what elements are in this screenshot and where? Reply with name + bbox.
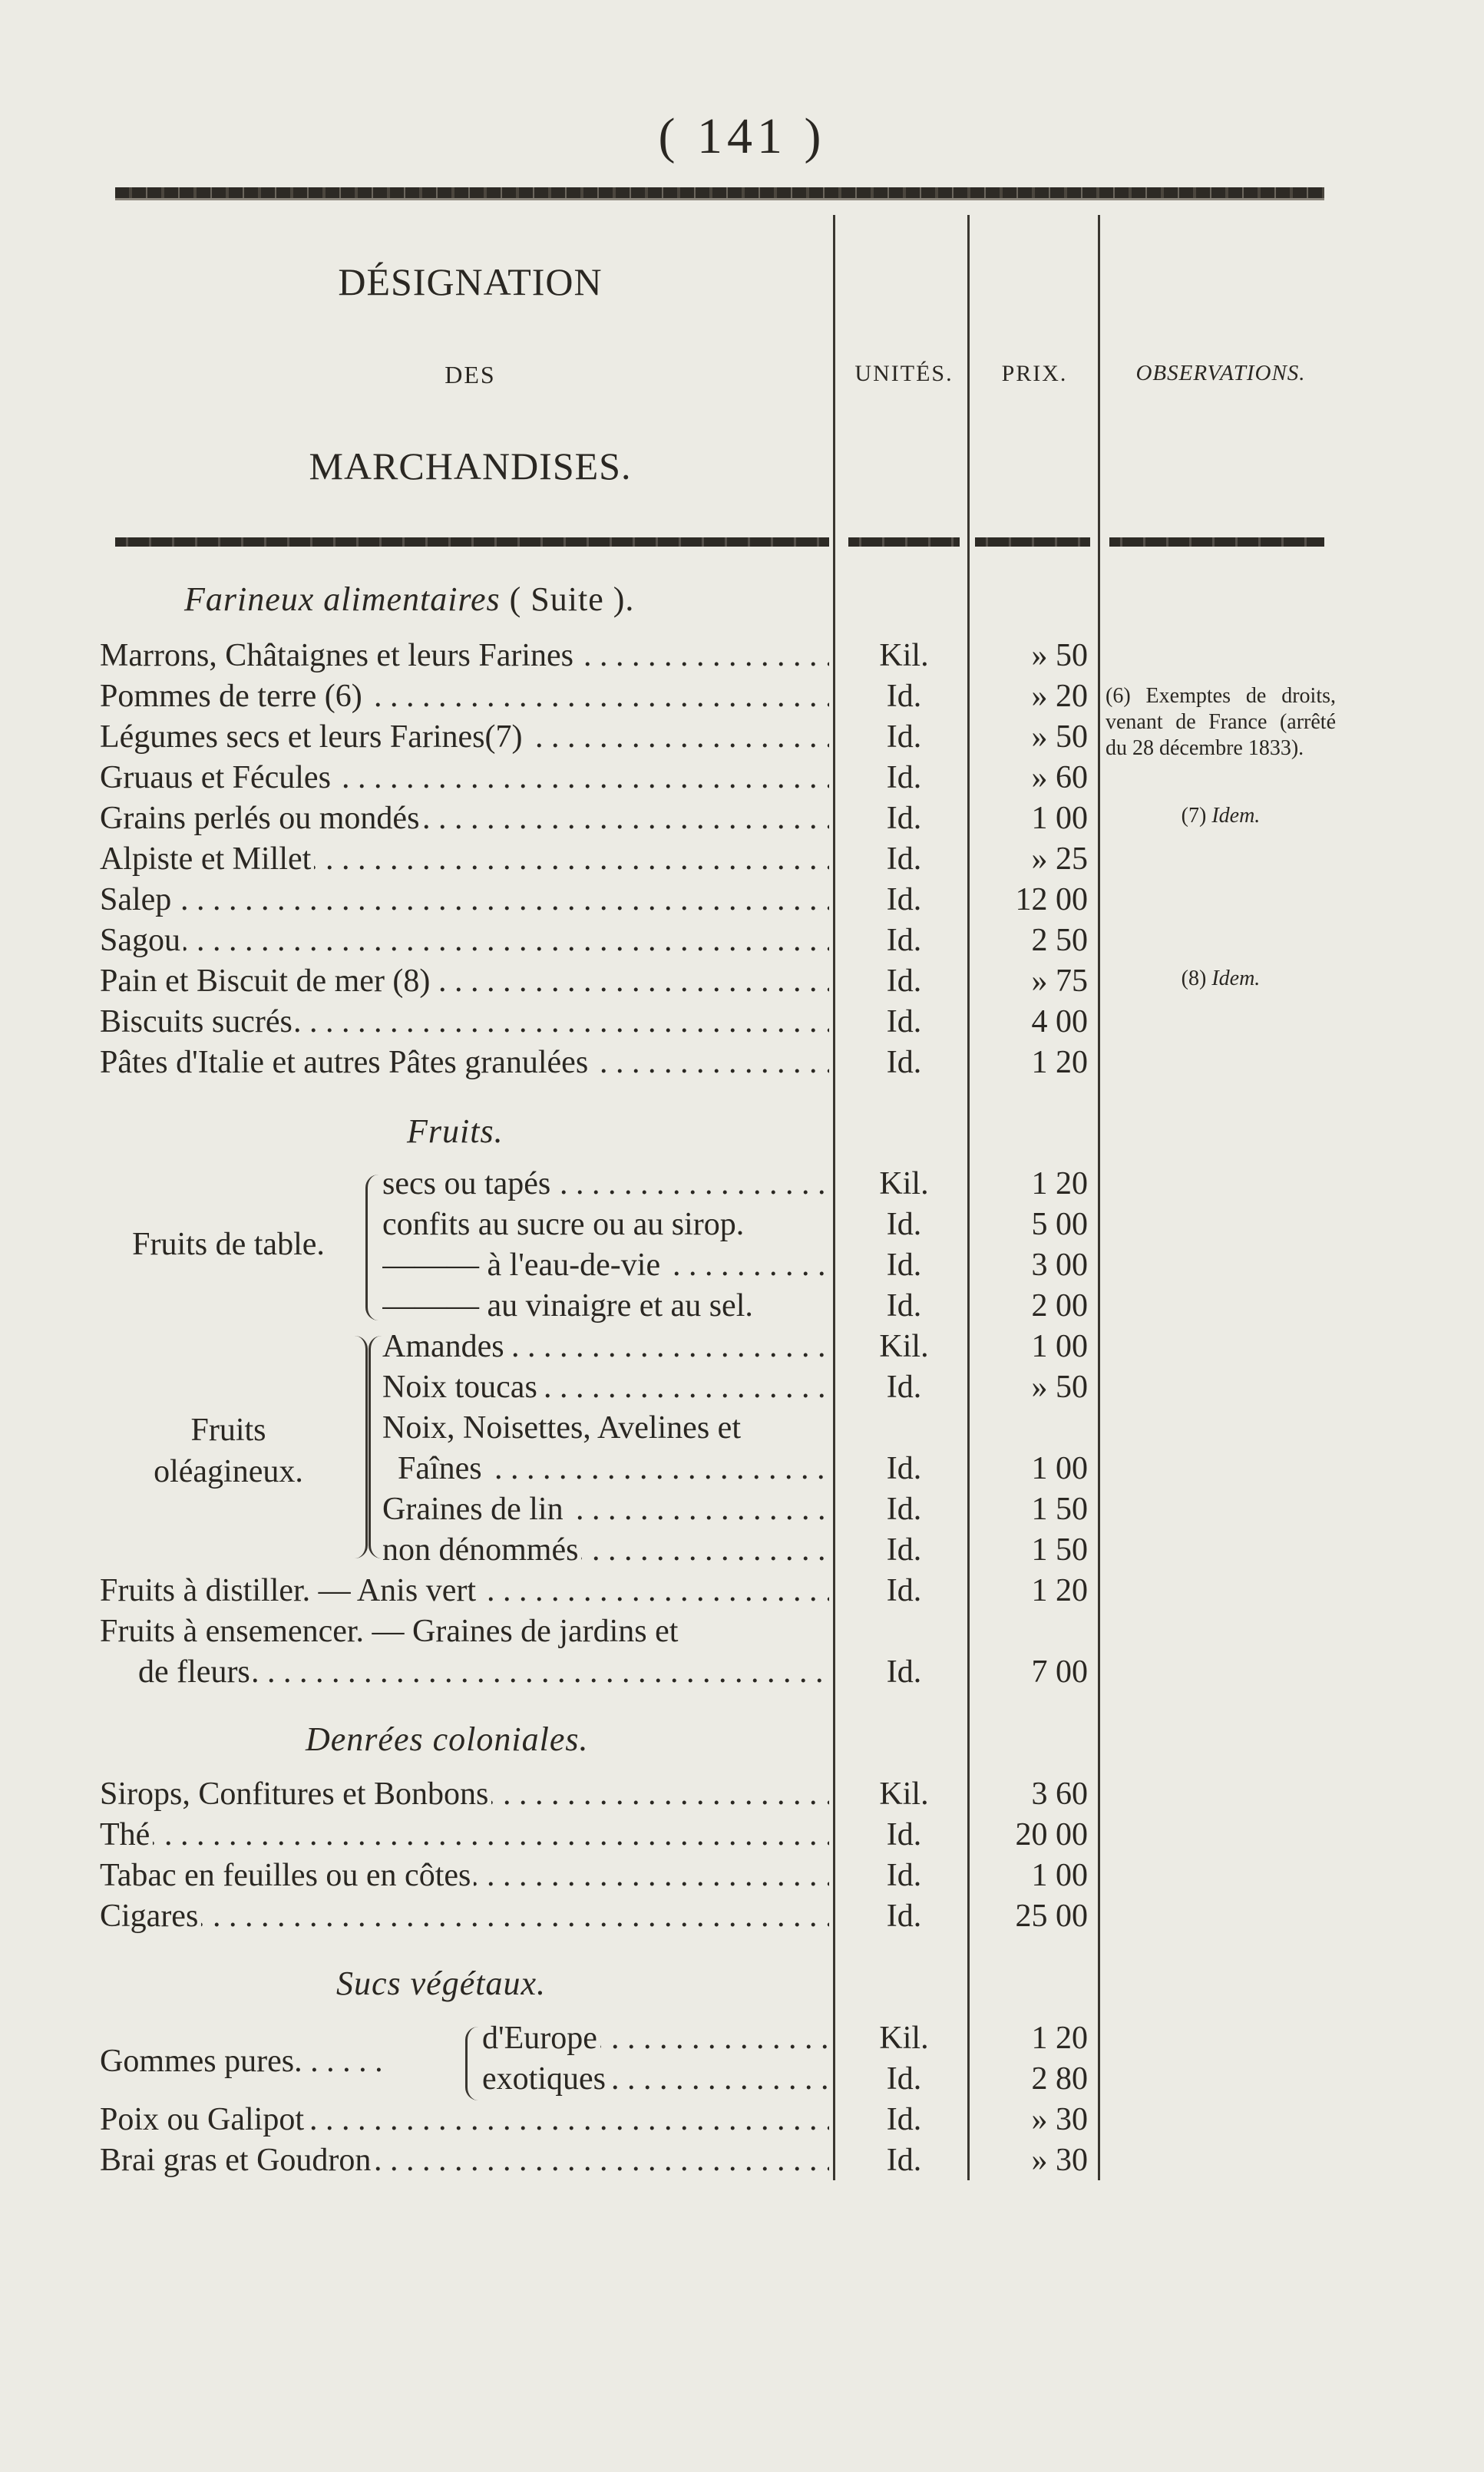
- price-cell: » 75: [1031, 963, 1088, 999]
- header-unites: UNITÉS.: [854, 361, 954, 386]
- unit-cell: Id.: [886, 1248, 922, 1283]
- table-row: Pâtes d'Italie et autres Pâtes granulées . . .: [100, 1044, 829, 1081]
- table-row: Brai gras et Goudron . . .: [100, 2142, 829, 2179]
- unit-cell: Id.: [886, 1492, 922, 1527]
- price-cell: 4 00: [1031, 1004, 1088, 1039]
- table-row: Tabac en feuilles ou en côtes . . .: [100, 1857, 829, 1894]
- column-divider-observations: [1098, 215, 1100, 2180]
- price-cell: » 25: [1031, 841, 1088, 877]
- unit-cell: Id.: [886, 1654, 922, 1690]
- brace-fruits-de-table: [365, 1175, 378, 1320]
- price-cell: 1 50: [1031, 1492, 1088, 1527]
- price-cell: 25 00: [1015, 1899, 1088, 1934]
- unit-cell: Kil.: [879, 1776, 929, 1812]
- price-cell: » 50: [1031, 638, 1088, 673]
- price-cell: 1 20: [1031, 2021, 1088, 2056]
- price-cell: » 20: [1031, 679, 1088, 714]
- table-row: Fruits à distiller. — Anis vert . . .: [100, 1572, 829, 1609]
- table-row: Biscuits sucrés . . .: [100, 1003, 829, 1040]
- section-farineux-title: Farineux alimentaires ( Suite ).: [184, 580, 635, 618]
- table-row: Gruaus et Fécules . . .: [100, 759, 829, 796]
- group-fruits-de-table: Fruits de table.: [132, 1227, 325, 1262]
- table-row: Graines de lin . . .: [382, 1491, 829, 1528]
- price-cell: 1 00: [1031, 1329, 1088, 1364]
- table-row: Faînes . . .: [398, 1450, 829, 1487]
- price-cell: » 30: [1031, 2102, 1088, 2137]
- table-row: Noix, Noisettes, Avelines et: [382, 1410, 829, 1446]
- table-row: Pain et Biscuit de mer (8) . . .: [100, 963, 829, 1000]
- header-designation: DÉSIGNATION: [338, 260, 603, 303]
- table-row: Sirops, Confitures et Bonbons . . .: [100, 1776, 829, 1813]
- price-cell: 7 00: [1031, 1654, 1088, 1690]
- section-denrees-title: Denrées coloniales.: [306, 1720, 589, 1758]
- table-row: non dénommés . . .: [382, 1532, 829, 1568]
- unit-cell: Id.: [886, 1532, 922, 1568]
- table-row: Salep . . .: [100, 881, 829, 918]
- price-cell: » 50: [1031, 1370, 1088, 1405]
- unit-cell: Id.: [886, 1451, 922, 1486]
- table-row: exotiques . . .: [482, 2061, 829, 2097]
- header-rule-designation: [115, 537, 829, 547]
- unit-cell: Id.: [886, 963, 922, 999]
- unit-cell: Id.: [886, 1045, 922, 1080]
- table-row: Pommes de terre (6) . . .: [100, 678, 829, 715]
- unit-cell: Id.: [886, 2143, 922, 2178]
- table-row: de fleurs . . .: [138, 1654, 829, 1690]
- group-gommes-pures: Gommes pures. . . . . .: [100, 2044, 383, 2079]
- price-cell: » 50: [1031, 719, 1088, 755]
- price-cell: 1 20: [1031, 1166, 1088, 1201]
- header-des: DES: [445, 361, 496, 388]
- table-row: Sagou . . .: [100, 922, 829, 959]
- unit-cell: Id.: [886, 1858, 922, 1893]
- brace-fruits-oleagineux-left: [355, 1336, 368, 1558]
- unit-cell: Kil.: [879, 1329, 929, 1364]
- observation-note-7: (7) Idem.: [1181, 804, 1261, 828]
- table-row: ——— à l'eau-de-vie . . .: [382, 1247, 829, 1284]
- price-cell: 20 00: [1015, 1817, 1088, 1852]
- unit-cell: Id.: [886, 679, 922, 714]
- top-rule: [115, 187, 1324, 200]
- price-cell: 1 00: [1031, 1858, 1088, 1893]
- section-fruits-title: Fruits.: [407, 1112, 504, 1150]
- unit-cell: Id.: [886, 1207, 922, 1242]
- column-divider-price: [967, 215, 970, 2180]
- brace-fruits-oleagineux: [369, 1336, 382, 1558]
- unit-cell: Id.: [886, 1573, 922, 1608]
- price-cell: » 30: [1031, 2143, 1088, 2178]
- header-observations: OBSERVATIONS.: [1135, 361, 1306, 385]
- price-cell: 1 50: [1031, 1532, 1088, 1568]
- unit-cell: Id.: [886, 1288, 922, 1324]
- header-rule-price: [975, 537, 1090, 547]
- table-row: Noix toucas . . .: [382, 1369, 829, 1406]
- table-row: d'Europe . . .: [482, 2020, 829, 2057]
- unit-cell: Id.: [886, 2102, 922, 2137]
- unit-cell: Id.: [886, 760, 922, 795]
- unit-cell: Id.: [886, 1370, 922, 1405]
- header-rule-observations: [1109, 537, 1324, 547]
- price-cell: 12 00: [1015, 882, 1088, 917]
- table-row: Amandes . . .: [382, 1328, 829, 1365]
- price-cell: 1 00: [1031, 801, 1088, 836]
- price-cell: 2 00: [1031, 1288, 1088, 1324]
- table-row: ——— au vinaigre et au sel.: [382, 1287, 829, 1324]
- unit-cell: Id.: [886, 719, 922, 755]
- section-sucs-title: Sucs végétaux.: [336, 1965, 546, 2002]
- brace-gommes-pures: [465, 2027, 478, 2100]
- observation-note-8: (8) Idem.: [1181, 967, 1261, 990]
- table-row: secs ou tapés . . .: [382, 1165, 829, 1202]
- price-cell: 1 20: [1031, 1573, 1088, 1608]
- price-cell: 1 00: [1031, 1451, 1088, 1486]
- unit-cell: Id.: [886, 923, 922, 958]
- page-number: ( 141 ): [658, 108, 826, 164]
- table-row: Thé . . .: [100, 1816, 829, 1853]
- table-row: confits au sucre ou au sirop.: [382, 1206, 829, 1243]
- observation-note-6: (6) Exemptes de droits, venant de France (arrêté du 28 décembre 1833).: [1106, 684, 1336, 760]
- unit-cell: Id.: [886, 801, 922, 836]
- table-row: Grains perlés ou mondés . . .: [100, 800, 829, 837]
- header-marchandises: MARCHANDISES.: [309, 444, 632, 487]
- table-row: Cigares . . .: [100, 1898, 829, 1935]
- unit-cell: Id.: [886, 1817, 922, 1852]
- price-cell: 3 00: [1031, 1248, 1088, 1283]
- column-divider-units: [833, 215, 835, 2180]
- price-cell: 2 80: [1031, 2061, 1088, 2097]
- price-cell: 3 60: [1031, 1776, 1088, 1812]
- unit-cell: Id.: [886, 841, 922, 877]
- table-row: Poix ou Galipot . . .: [100, 2101, 829, 2138]
- price-cell: 5 00: [1031, 1207, 1088, 1242]
- table-row: Alpiste et Millet . . .: [100, 841, 829, 877]
- price-cell: » 60: [1031, 760, 1088, 795]
- group-fruits-oleagineux: Fruits oléagineux.: [154, 1413, 303, 1489]
- unit-cell: Kil.: [879, 1166, 929, 1201]
- table-row: Marrons, Châtaignes et leurs Farines . . .: [100, 637, 829, 674]
- unit-cell: Id.: [886, 1004, 922, 1039]
- unit-cell: Id.: [886, 1899, 922, 1934]
- table-row: Fruits à ensemencer. — Graines de jardins et: [100, 1613, 829, 1650]
- header-rule-units: [848, 537, 960, 547]
- unit-cell: Kil.: [879, 638, 929, 673]
- price-cell: 2 50: [1031, 923, 1088, 958]
- header-prix: PRIX.: [1001, 361, 1068, 386]
- unit-cell: Id.: [886, 2061, 922, 2097]
- unit-cell: Kil.: [879, 2021, 929, 2056]
- table-row: Légumes secs et leurs Farines(7) . . .: [100, 719, 829, 755]
- unit-cell: Id.: [886, 882, 922, 917]
- price-cell: 1 20: [1031, 1045, 1088, 1080]
